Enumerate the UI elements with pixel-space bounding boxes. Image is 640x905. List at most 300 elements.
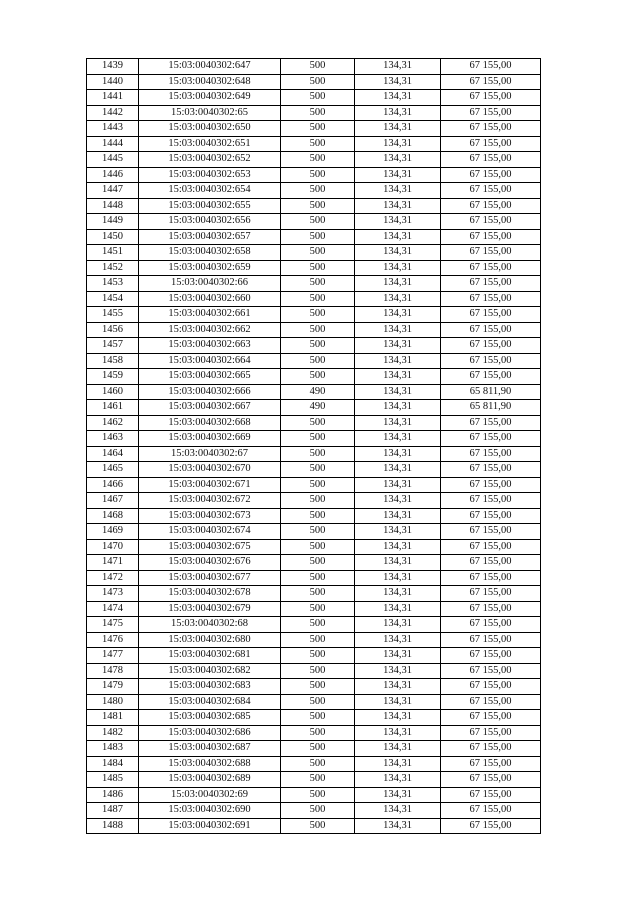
total-price-cell: 67 155,00 <box>441 601 541 617</box>
unit-price-cell: 134,31 <box>355 338 441 354</box>
table-row <box>87 198 541 214</box>
total-price-cell: 67 155,00 <box>441 617 541 633</box>
total-price-cell: 67 155,00 <box>441 415 541 431</box>
unit-price-cell: 134,31 <box>355 105 441 121</box>
total-price-cell: 67 155,00 <box>441 90 541 106</box>
table-row <box>87 214 541 230</box>
table-row <box>87 245 541 261</box>
row-number-cell: 1472 <box>87 570 139 586</box>
table-row <box>87 648 541 664</box>
row-number-cell: 1486 <box>87 787 139 803</box>
row-number-cell: 1455 <box>87 307 139 323</box>
table-row <box>87 74 541 90</box>
unit-price-cell: 134,31 <box>355 818 441 834</box>
area-cell: 500 <box>281 446 355 462</box>
unit-price-cell: 134,31 <box>355 555 441 571</box>
table-row <box>87 586 541 602</box>
cadastral-number-cell: 15:03:0040302:664 <box>139 353 281 369</box>
row-number-cell: 1475 <box>87 617 139 633</box>
total-price-cell: 67 155,00 <box>441 446 541 462</box>
unit-price-cell: 134,31 <box>355 679 441 695</box>
row-number-cell: 1440 <box>87 74 139 90</box>
area-cell: 500 <box>281 322 355 338</box>
area-cell: 500 <box>281 648 355 664</box>
cadastral-number-cell: 15:03:0040302:681 <box>139 648 281 664</box>
unit-price-cell: 134,31 <box>355 508 441 524</box>
unit-price-cell: 134,31 <box>355 694 441 710</box>
table-row <box>87 725 541 741</box>
row-number-cell: 1474 <box>87 601 139 617</box>
cadastral-number-cell: 15:03:0040302:674 <box>139 524 281 540</box>
area-cell: 500 <box>281 353 355 369</box>
row-number-cell: 1479 <box>87 679 139 695</box>
area-cell: 500 <box>281 772 355 788</box>
area-cell: 500 <box>281 214 355 230</box>
row-number-cell: 1451 <box>87 245 139 261</box>
row-number-cell: 1467 <box>87 493 139 509</box>
table-row <box>87 772 541 788</box>
unit-price-cell: 134,31 <box>355 756 441 772</box>
row-number-cell: 1450 <box>87 229 139 245</box>
total-price-cell: 67 155,00 <box>441 198 541 214</box>
row-number-cell: 1457 <box>87 338 139 354</box>
table-row <box>87 136 541 152</box>
table-row <box>87 555 541 571</box>
row-number-cell: 1469 <box>87 524 139 540</box>
area-cell: 500 <box>281 260 355 276</box>
unit-price-cell: 134,31 <box>355 601 441 617</box>
unit-price-cell: 134,31 <box>355 214 441 230</box>
row-number-cell: 1453 <box>87 276 139 292</box>
row-number-cell: 1470 <box>87 539 139 555</box>
total-price-cell: 67 155,00 <box>441 307 541 323</box>
unit-price-cell: 134,31 <box>355 121 441 137</box>
area-cell: 500 <box>281 508 355 524</box>
table-row <box>87 276 541 292</box>
table-row <box>87 446 541 462</box>
unit-price-cell: 134,31 <box>355 570 441 586</box>
cadastral-number-cell: 15:03:0040302:673 <box>139 508 281 524</box>
total-price-cell: 67 155,00 <box>441 229 541 245</box>
unit-price-cell: 134,31 <box>355 741 441 757</box>
unit-price-cell: 134,31 <box>355 136 441 152</box>
area-cell: 500 <box>281 105 355 121</box>
row-number-cell: 1483 <box>87 741 139 757</box>
cadastral-number-cell: 15:03:0040302:662 <box>139 322 281 338</box>
total-price-cell: 67 155,00 <box>441 756 541 772</box>
unit-price-cell: 134,31 <box>355 663 441 679</box>
cadastral-number-cell: 15:03:0040302:661 <box>139 307 281 323</box>
total-price-cell: 67 155,00 <box>441 183 541 199</box>
total-price-cell: 67 155,00 <box>441 586 541 602</box>
cadastral-number-cell: 15:03:0040302:653 <box>139 167 281 183</box>
unit-price-cell: 134,31 <box>355 431 441 447</box>
table-row <box>87 508 541 524</box>
area-cell: 500 <box>281 245 355 261</box>
area-cell: 500 <box>281 601 355 617</box>
table-row <box>87 431 541 447</box>
cadastral-number-cell: 15:03:0040302:688 <box>139 756 281 772</box>
cadastral-number-cell: 15:03:0040302:652 <box>139 152 281 168</box>
cadastral-number-cell: 15:03:0040302:657 <box>139 229 281 245</box>
unit-price-cell: 134,31 <box>355 384 441 400</box>
row-number-cell: 1445 <box>87 152 139 168</box>
row-number-cell: 1478 <box>87 663 139 679</box>
table-row <box>87 152 541 168</box>
total-price-cell: 67 155,00 <box>441 121 541 137</box>
table-row <box>87 183 541 199</box>
table-body <box>87 59 541 834</box>
table-row <box>87 710 541 726</box>
cadastral-number-cell: 15:03:0040302:666 <box>139 384 281 400</box>
unit-price-cell: 134,31 <box>355 539 441 555</box>
unit-price-cell: 134,31 <box>355 59 441 75</box>
total-price-cell: 67 155,00 <box>441 648 541 664</box>
cadastral-number-cell: 15:03:0040302:67 <box>139 446 281 462</box>
cadastral-number-cell: 15:03:0040302:684 <box>139 694 281 710</box>
cadastral-number-cell: 15:03:0040302:677 <box>139 570 281 586</box>
area-cell: 500 <box>281 229 355 245</box>
table-row <box>87 384 541 400</box>
area-cell: 500 <box>281 462 355 478</box>
total-price-cell: 67 155,00 <box>441 570 541 586</box>
land-plots-table <box>86 58 541 834</box>
total-price-cell: 67 155,00 <box>441 260 541 276</box>
area-cell: 500 <box>281 570 355 586</box>
total-price-cell: 67 155,00 <box>441 694 541 710</box>
cadastral-number-cell: 15:03:0040302:650 <box>139 121 281 137</box>
unit-price-cell: 134,31 <box>355 291 441 307</box>
row-number-cell: 1462 <box>87 415 139 431</box>
cadastral-number-cell: 15:03:0040302:667 <box>139 400 281 416</box>
table-row <box>87 524 541 540</box>
row-number-cell: 1460 <box>87 384 139 400</box>
cadastral-number-cell: 15:03:0040302:680 <box>139 632 281 648</box>
row-number-cell: 1446 <box>87 167 139 183</box>
table-row <box>87 741 541 757</box>
total-price-cell: 67 155,00 <box>441 136 541 152</box>
total-price-cell: 67 155,00 <box>441 803 541 819</box>
cadastral-number-cell: 15:03:0040302:660 <box>139 291 281 307</box>
row-number-cell: 1468 <box>87 508 139 524</box>
row-number-cell: 1485 <box>87 772 139 788</box>
area-cell: 500 <box>281 338 355 354</box>
total-price-cell: 67 155,00 <box>441 369 541 385</box>
table-row <box>87 353 541 369</box>
area-cell: 500 <box>281 477 355 493</box>
cadastral-number-cell: 15:03:0040302:671 <box>139 477 281 493</box>
unit-price-cell: 134,31 <box>355 493 441 509</box>
unit-price-cell: 134,31 <box>355 772 441 788</box>
row-number-cell: 1443 <box>87 121 139 137</box>
total-price-cell: 67 155,00 <box>441 276 541 292</box>
area-cell: 500 <box>281 74 355 90</box>
table-row <box>87 415 541 431</box>
area-cell: 500 <box>281 725 355 741</box>
unit-price-cell: 134,31 <box>355 229 441 245</box>
cadastral-number-cell: 15:03:0040302:691 <box>139 818 281 834</box>
area-cell: 500 <box>281 59 355 75</box>
area-cell: 500 <box>281 152 355 168</box>
unit-price-cell: 134,31 <box>355 245 441 261</box>
cadastral-number-cell: 15:03:0040302:672 <box>139 493 281 509</box>
unit-price-cell: 134,31 <box>355 198 441 214</box>
table-row <box>87 632 541 648</box>
area-cell: 500 <box>281 183 355 199</box>
unit-price-cell: 134,31 <box>355 307 441 323</box>
table-row <box>87 229 541 245</box>
cadastral-number-cell: 15:03:0040302:655 <box>139 198 281 214</box>
table-row <box>87 477 541 493</box>
unit-price-cell: 134,31 <box>355 353 441 369</box>
row-number-cell: 1444 <box>87 136 139 152</box>
cadastral-number-cell: 15:03:0040302:670 <box>139 462 281 478</box>
table-row <box>87 694 541 710</box>
unit-price-cell: 134,31 <box>355 632 441 648</box>
unit-price-cell: 134,31 <box>355 787 441 803</box>
cadastral-number-cell: 15:03:0040302:678 <box>139 586 281 602</box>
total-price-cell: 67 155,00 <box>441 524 541 540</box>
cadastral-number-cell: 15:03:0040302:676 <box>139 555 281 571</box>
unit-price-cell: 134,31 <box>355 586 441 602</box>
row-number-cell: 1487 <box>87 803 139 819</box>
table-row <box>87 322 541 338</box>
total-price-cell: 67 155,00 <box>441 555 541 571</box>
cadastral-number-cell: 15:03:0040302:665 <box>139 369 281 385</box>
area-cell: 500 <box>281 617 355 633</box>
area-cell: 490 <box>281 384 355 400</box>
total-price-cell: 67 155,00 <box>441 59 541 75</box>
row-number-cell: 1471 <box>87 555 139 571</box>
unit-price-cell: 134,31 <box>355 74 441 90</box>
area-cell: 500 <box>281 787 355 803</box>
row-number-cell: 1481 <box>87 710 139 726</box>
row-number-cell: 1476 <box>87 632 139 648</box>
table-row <box>87 307 541 323</box>
unit-price-cell: 134,31 <box>355 183 441 199</box>
total-price-cell: 67 155,00 <box>441 353 541 369</box>
unit-price-cell: 134,31 <box>355 477 441 493</box>
table-row <box>87 803 541 819</box>
total-price-cell: 67 155,00 <box>441 772 541 788</box>
table-row <box>87 679 541 695</box>
cadastral-number-cell: 15:03:0040302:683 <box>139 679 281 695</box>
total-price-cell: 65 811,90 <box>441 400 541 416</box>
area-cell: 500 <box>281 663 355 679</box>
area-cell: 500 <box>281 276 355 292</box>
table-row <box>87 493 541 509</box>
total-price-cell: 67 155,00 <box>441 167 541 183</box>
total-price-cell: 67 155,00 <box>441 477 541 493</box>
row-number-cell: 1448 <box>87 198 139 214</box>
total-price-cell: 67 155,00 <box>441 245 541 261</box>
total-price-cell: 67 155,00 <box>441 818 541 834</box>
cadastral-number-cell: 15:03:0040302:669 <box>139 431 281 447</box>
unit-price-cell: 134,31 <box>355 803 441 819</box>
total-price-cell: 67 155,00 <box>441 152 541 168</box>
area-cell: 500 <box>281 415 355 431</box>
cadastral-number-cell: 15:03:0040302:690 <box>139 803 281 819</box>
cadastral-number-cell: 15:03:0040302:654 <box>139 183 281 199</box>
row-number-cell: 1452 <box>87 260 139 276</box>
table-row <box>87 105 541 121</box>
cadastral-number-cell: 15:03:0040302:649 <box>139 90 281 106</box>
table-row <box>87 90 541 106</box>
area-cell: 500 <box>281 121 355 137</box>
area-cell: 500 <box>281 632 355 648</box>
unit-price-cell: 134,31 <box>355 648 441 664</box>
row-number-cell: 1449 <box>87 214 139 230</box>
row-number-cell: 1458 <box>87 353 139 369</box>
table-row <box>87 663 541 679</box>
cadastral-number-cell: 15:03:0040302:69 <box>139 787 281 803</box>
cadastral-number-cell: 15:03:0040302:682 <box>139 663 281 679</box>
area-cell: 500 <box>281 694 355 710</box>
unit-price-cell: 134,31 <box>355 725 441 741</box>
unit-price-cell: 134,31 <box>355 167 441 183</box>
cadastral-number-cell: 15:03:0040302:687 <box>139 741 281 757</box>
unit-price-cell: 134,31 <box>355 152 441 168</box>
total-price-cell: 67 155,00 <box>441 539 541 555</box>
row-number-cell: 1464 <box>87 446 139 462</box>
unit-price-cell: 134,31 <box>355 276 441 292</box>
area-cell: 500 <box>281 90 355 106</box>
unit-price-cell: 134,31 <box>355 524 441 540</box>
row-number-cell: 1447 <box>87 183 139 199</box>
area-cell: 500 <box>281 539 355 555</box>
total-price-cell: 67 155,00 <box>441 338 541 354</box>
table-row <box>87 539 541 555</box>
cadastral-number-cell: 15:03:0040302:689 <box>139 772 281 788</box>
total-price-cell: 67 155,00 <box>441 322 541 338</box>
row-number-cell: 1480 <box>87 694 139 710</box>
area-cell: 500 <box>281 803 355 819</box>
row-number-cell: 1466 <box>87 477 139 493</box>
area-cell: 500 <box>281 136 355 152</box>
total-price-cell: 67 155,00 <box>441 214 541 230</box>
cadastral-number-cell: 15:03:0040302:648 <box>139 74 281 90</box>
unit-price-cell: 134,31 <box>355 617 441 633</box>
total-price-cell: 67 155,00 <box>441 663 541 679</box>
table-row <box>87 756 541 772</box>
unit-price-cell: 134,31 <box>355 446 441 462</box>
table-row <box>87 787 541 803</box>
unit-price-cell: 134,31 <box>355 322 441 338</box>
cadastral-number-cell: 15:03:0040302:679 <box>139 601 281 617</box>
total-price-cell: 67 155,00 <box>441 632 541 648</box>
total-price-cell: 67 155,00 <box>441 493 541 509</box>
area-cell: 500 <box>281 818 355 834</box>
row-number-cell: 1456 <box>87 322 139 338</box>
row-number-cell: 1441 <box>87 90 139 106</box>
cadastral-number-cell: 15:03:0040302:668 <box>139 415 281 431</box>
area-cell: 500 <box>281 555 355 571</box>
row-number-cell: 1473 <box>87 586 139 602</box>
cadastral-number-cell: 15:03:0040302:659 <box>139 260 281 276</box>
total-price-cell: 65 811,90 <box>441 384 541 400</box>
area-cell: 500 <box>281 431 355 447</box>
area-cell: 490 <box>281 400 355 416</box>
total-price-cell: 67 155,00 <box>441 291 541 307</box>
area-cell: 500 <box>281 756 355 772</box>
area-cell: 500 <box>281 679 355 695</box>
area-cell: 500 <box>281 710 355 726</box>
cadastral-number-cell: 15:03:0040302:647 <box>139 59 281 75</box>
total-price-cell: 67 155,00 <box>441 787 541 803</box>
cadastral-number-cell: 15:03:0040302:675 <box>139 539 281 555</box>
total-price-cell: 67 155,00 <box>441 679 541 695</box>
total-price-cell: 67 155,00 <box>441 710 541 726</box>
area-cell: 500 <box>281 198 355 214</box>
unit-price-cell: 134,31 <box>355 90 441 106</box>
area-cell: 500 <box>281 741 355 757</box>
table-row <box>87 617 541 633</box>
unit-price-cell: 134,31 <box>355 710 441 726</box>
table-row <box>87 59 541 75</box>
cadastral-number-cell: 15:03:0040302:686 <box>139 725 281 741</box>
row-number-cell: 1463 <box>87 431 139 447</box>
total-price-cell: 67 155,00 <box>441 431 541 447</box>
total-price-cell: 67 155,00 <box>441 508 541 524</box>
table-row <box>87 260 541 276</box>
total-price-cell: 67 155,00 <box>441 462 541 478</box>
cadastral-number-cell: 15:03:0040302:658 <box>139 245 281 261</box>
row-number-cell: 1488 <box>87 818 139 834</box>
table-row <box>87 369 541 385</box>
area-cell: 500 <box>281 167 355 183</box>
unit-price-cell: 134,31 <box>355 415 441 431</box>
row-number-cell: 1439 <box>87 59 139 75</box>
total-price-cell: 67 155,00 <box>441 105 541 121</box>
unit-price-cell: 134,31 <box>355 369 441 385</box>
table-row <box>87 167 541 183</box>
table-row <box>87 291 541 307</box>
unit-price-cell: 134,31 <box>355 400 441 416</box>
area-cell: 500 <box>281 307 355 323</box>
table-row <box>87 338 541 354</box>
row-number-cell: 1482 <box>87 725 139 741</box>
row-number-cell: 1454 <box>87 291 139 307</box>
unit-price-cell: 134,31 <box>355 260 441 276</box>
row-number-cell: 1459 <box>87 369 139 385</box>
table-row <box>87 601 541 617</box>
cadastral-number-cell: 15:03:0040302:68 <box>139 617 281 633</box>
total-price-cell: 67 155,00 <box>441 74 541 90</box>
table-row <box>87 818 541 834</box>
cadastral-number-cell: 15:03:0040302:663 <box>139 338 281 354</box>
cadastral-number-cell: 15:03:0040302:656 <box>139 214 281 230</box>
table-row <box>87 570 541 586</box>
area-cell: 500 <box>281 291 355 307</box>
area-cell: 500 <box>281 493 355 509</box>
cadastral-number-cell: 15:03:0040302:685 <box>139 710 281 726</box>
cadastral-number-cell: 15:03:0040302:65 <box>139 105 281 121</box>
row-number-cell: 1442 <box>87 105 139 121</box>
cadastral-number-cell: 15:03:0040302:66 <box>139 276 281 292</box>
area-cell: 500 <box>281 586 355 602</box>
row-number-cell: 1461 <box>87 400 139 416</box>
total-price-cell: 67 155,00 <box>441 725 541 741</box>
table-row <box>87 400 541 416</box>
row-number-cell: 1484 <box>87 756 139 772</box>
row-number-cell: 1465 <box>87 462 139 478</box>
total-price-cell: 67 155,00 <box>441 741 541 757</box>
row-number-cell: 1477 <box>87 648 139 664</box>
area-cell: 500 <box>281 524 355 540</box>
table-row <box>87 462 541 478</box>
cadastral-number-cell: 15:03:0040302:651 <box>139 136 281 152</box>
table-row <box>87 121 541 137</box>
